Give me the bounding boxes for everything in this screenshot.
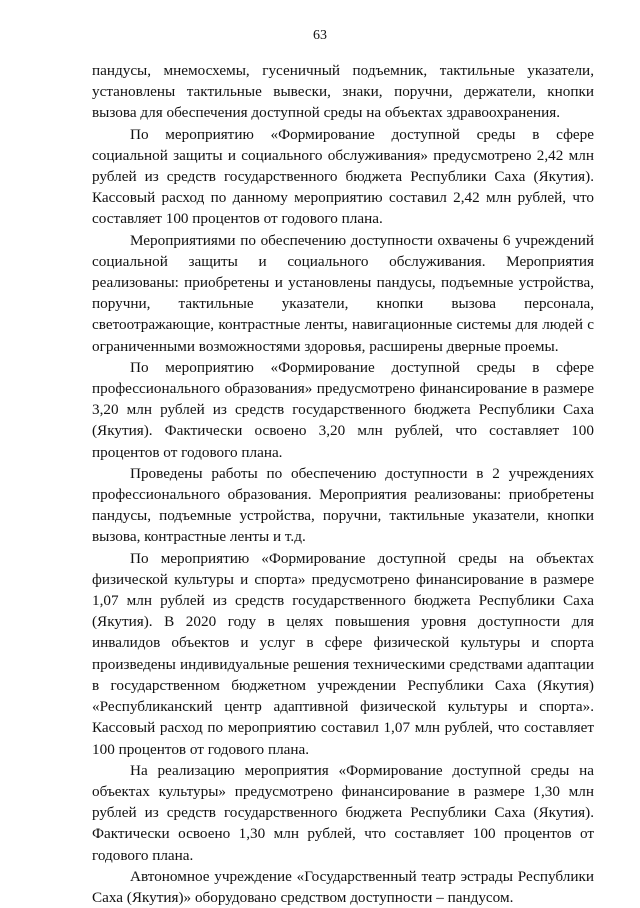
paragraph-social-protection-measures: Мероприятиями по обеспечению доступности охвачены 6 учреждений социальной защиты и социального обслуживания. Мероприятия реализованы: приобретены и установлены пандусы, подъемные устройства, поручни, тактильные указатели, кнопки вызова персонала, светоотражающие, контрастные ленты, навигационные системы для людей с ограниченными возможностями здоровья, расширены дверные проемы. — [92, 231, 594, 355]
document-body — [92, 60, 594, 908]
paragraph-sports-funding: По мероприятию «Формирование доступной среды на объектах физической культуры и спорта» предусмотрено финансирование в размере 1,07 млн рублей из средств государственного бюджета Республики Саха (Якутия). В 2020 году в целях повышения уровня доступности для инвалидов объектов и услуг в сфере физической культуры и спорта произведены индивидуальные решения техническими средствами адаптации в государственном бюджетном учреждении Республики Саха (Якутия) «Республиканский центр адаптивной физической культуры и спорта». Кассовый расход по мероприятию составил 1,07 млн рублей, что составляет 100 процентов от годового плана. — [92, 549, 594, 758]
paragraph-culture-funding: На реализацию мероприятия «Формирование доступной среды на объектах культуры» предусмотрено финансирование в размере 1,30 млн рублей из средств государственного бюджета Республики Саха (Якутия). Фактически освоено 1,30 млн рублей, что составляет 100 процентов от годового плана. — [92, 761, 594, 864]
page-number: 63 — [313, 28, 327, 43]
paragraph-vocational-education-measures: Проведены работы по обеспечению доступности в 2 учреждениях профессионального образования. Мероприятия реализованы: приобретены пандусы, подъемные устройства, поручни, тактильные указатели, кнопки вызова, контрастные ленты и т.д. — [92, 464, 594, 546]
paragraph-healthcare-continuation: пандусы, мнемосхемы, гусеничный подъемник, тактильные указатели, установлены тактильные вывески, знаки, поручни, держатели, кнопки вызова для обеспечения доступной среды на объектах здравоохранения. — [92, 62, 594, 122]
paragraph-social-protection-funding: По мероприятию «Формирование доступной среды в сфере социальной защиты и социального обслуживания» предусмотрено 2,42 млн рублей из средств государственного бюджета Республики Саха (Якутия). Кассовый расход по данному мероприятию составил 2,42 млн рублей, что составляет 100 процентов от годового плана. — [92, 125, 594, 228]
paragraph-theater-ramp: Автономное учреждение «Государственный театр эстрады Республики Саха (Якутия)» оборудовано средством доступности – пандусом. — [92, 867, 594, 906]
paragraph-vocational-education-funding: По мероприятию «Формирование доступной среды в сфере профессионального образования» предусмотрено финансирование в размере 3,20 млн рублей из средств государственного бюджета Республики Саха (Якутия). Фактически освоено 3,20 млн рублей, что составляет 100 процентов от годового плана. — [92, 358, 594, 461]
